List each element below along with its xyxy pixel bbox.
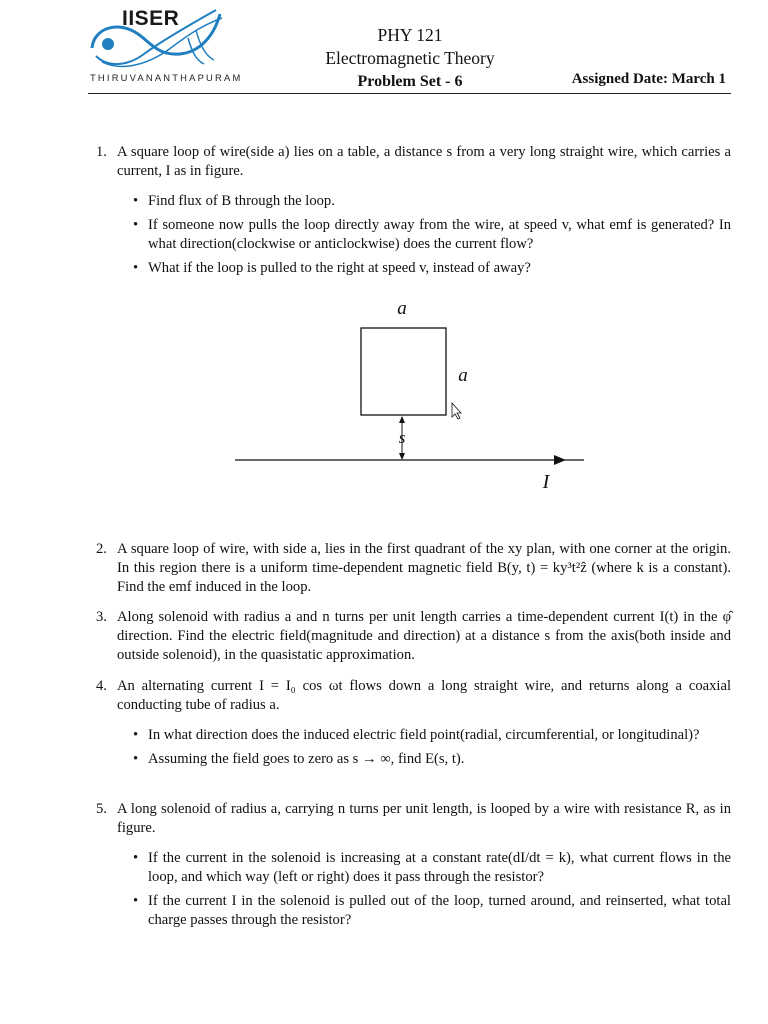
course-title: Electromagnetic Theory: [325, 48, 495, 68]
logo-word: IISER: [122, 7, 180, 30]
problem-5-bullets: [132, 849, 731, 935]
bullet-text: If the current I in the solenoid is pulled out of the loop, turned around, and reinserted, what total charge passes through the resistor?: [148, 893, 731, 928]
label-current: I: [542, 471, 550, 493]
problem-number: 5.: [96, 801, 107, 817]
bullet-text: If someone now pulls the loop directly away from the wire, at speed v, what emf is generated? In what direction(clockwise or anticlockwise) does the current flow?: [148, 217, 731, 252]
problem-1-bullets: [132, 192, 731, 283]
course-code: PHY 121: [377, 25, 443, 45]
bullet-text: In what direction does the induced electric field point(radial, circumferential, or longitudinal)?: [148, 727, 700, 743]
bullet-item: • What if the loop is pulled to the right at speed v, instead of away?: [133, 260, 531, 276]
problem-3: [96, 608, 731, 665]
problem-text: A square loop of wire(side a) lies on a table, a distance s from a very long straight wire, which carries a current, I as in figure.: [117, 144, 731, 179]
problem-number: 4.: [96, 678, 107, 694]
mouse-cursor-icon: [452, 403, 461, 419]
problem-1: [96, 143, 731, 181]
logo-subtitle: THIRUVANANTHAPURAM: [90, 72, 243, 83]
gap-arrow-down-icon: [399, 453, 405, 460]
label-side-top: a: [397, 298, 407, 319]
problem-set-title: Problem Set - 6: [357, 73, 463, 90]
square-loop: [361, 328, 446, 415]
problem-number: 1.: [96, 144, 107, 160]
bullet-text: Assuming the field goes to zero as s → ∞, find E(s, t).: [148, 751, 465, 767]
problem-number: 2.: [96, 541, 107, 557]
bullet-text: Find flux of B through the loop.: [148, 193, 335, 209]
bullet-text: What if the loop is pulled to the right at speed v, instead of away?: [148, 260, 531, 276]
label-gap: s: [398, 428, 406, 447]
bullet-item: • Assuming the field goes to zero as s → ∞, find E(s, t).: [133, 751, 465, 767]
label-side-right: a: [458, 365, 468, 386]
problem-2: [96, 540, 731, 597]
wire-loop-figure: [230, 295, 600, 495]
header-divider: [88, 93, 731, 94]
assigned-date: Assigned Date: March 1: [571, 71, 726, 87]
problem-text: A long solenoid of radius a, carrying n turns per unit length, is looped by a wire with resistance R, as in figure.: [117, 801, 731, 836]
iiser-logo: [88, 7, 243, 88]
bullet-item: • If the current in the solenoid is increasing at a constant rate(dI/dt = k), what current flows in the loop, and which way (left or right) does it pass through the resistor?: [133, 850, 731, 885]
current-arrow-icon: [554, 455, 566, 465]
problem-text: An alternating current I = I₀ cos ωt flows down a long straight wire, and returns along a coaxial conducting tube of radius a.: [117, 678, 731, 713]
bullet-item: • In what direction does the induced electric field point(radial, circumferential, or longitudinal)?: [133, 727, 700, 743]
problem-4-bullets: [132, 726, 731, 774]
bullet-text: If the current in the solenoid is increasing at a constant rate(dI/dt = k), what current flows in the loop, and which way (left or right) does it pass through the resistor?: [148, 850, 731, 885]
problem-5: [96, 800, 731, 838]
problem-text: Along solenoid with radius a and n turns per unit length carries a time-dependent current I(t) in the φ̂ direction. Find the electric field(magnitude and direction) at a distance s from the axis(both inside and outside solenoid), in the quasistatic approximation.: [117, 609, 731, 663]
problem-number: 3.: [96, 609, 107, 625]
problem-4: [96, 677, 731, 715]
bullet-item: • Find flux of B through the loop.: [133, 193, 335, 209]
bullet-item: • If someone now pulls the loop directly away from the wire, at speed v, what emf is generated? In what direction(clockwise or anticlockwise) does the current flow?: [133, 217, 731, 252]
bullet-item: • If the current I in the solenoid is pulled out of the loop, turned around, and reinserted, what total charge passes through the resistor?: [133, 893, 731, 928]
problem-text: A square loop of wire, with side a, lies in the first quadrant of the xy plan, with one corner at the origin. In this region there is a uniform time-dependent magnetic field B(y, t) = ky³t²ẑ (where k is a constant). Find the emf induced in the loop.: [117, 541, 731, 595]
gap-arrow-up-icon: [399, 416, 405, 423]
